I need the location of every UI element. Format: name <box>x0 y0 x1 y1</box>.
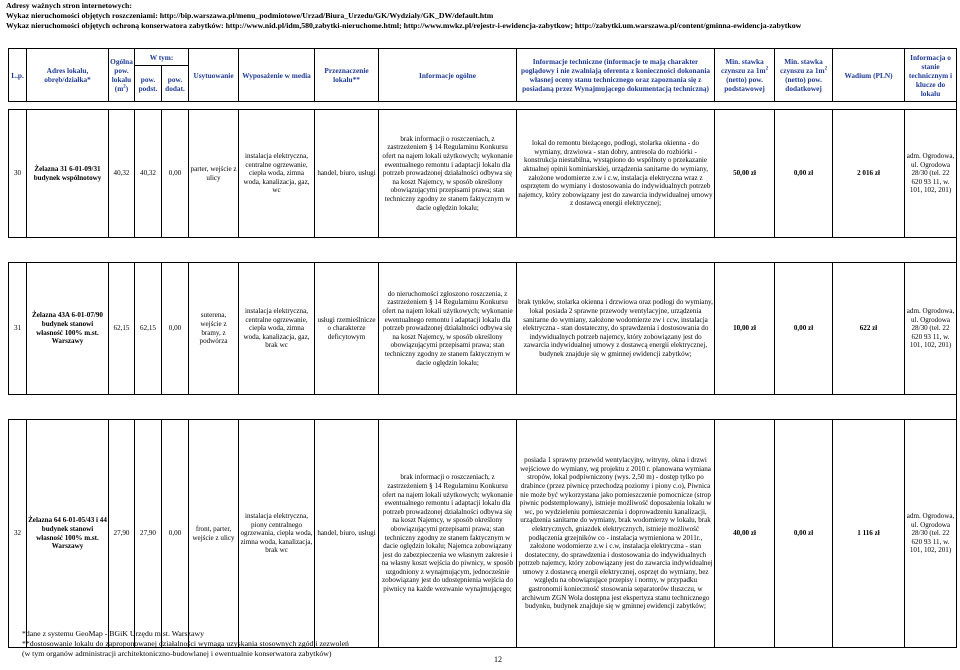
row-info-techniczne: lokal do remontu bieżącego, podłogi, stolarka okienna - do wymiany, drzwiowa - stan dobry, antresola do rozbiórki - konstrukcja niestabilna, wystąpiono do wspólnoty o przekazanie aktualnej opinii kominiarskiej, urządzenia sanitarne do wymiany, założone wodomierze z.w i c.w, instalacja elektryczna wraz z osprzętem do wymiany i dostosowania do indywidualnych potrzeb najemcy, który zobowiązany jest do zawarcia indywidualnej umowy z dostawcą energii elektrycznej; <box>517 110 715 238</box>
row-lp: 31 <box>9 263 27 395</box>
row-adres: Żelazna 43A 6-01-07/90 budynek stanowi własność 100% m.st. Warszawy <box>27 263 109 395</box>
row-info-stan: adm. Ogrodowa, ul. Ogrodowa 28/30 (tel. 22 620 93 11, w. 101, 102, 201) <box>905 263 957 395</box>
row-przeznaczenie: usługi rzemieślnicze o charakterze deficytowym <box>315 263 379 395</box>
footnote-3: (w tym organów administracji architektoniczno-budowlanej i ewentualnie konserwatora zabytków) <box>22 649 332 658</box>
document-header <box>6 1 954 32</box>
row-wyposazenie: instalacja elektryczna, centralne ogrzewanie, ciepła woda, zimna woda, kanalizacja, gaz, brak wc <box>239 263 315 395</box>
row-adres: Żelazna 64 6-01-05/43 i 44 budynek stanowi własność 100% m.st. Warszawy <box>27 420 109 648</box>
row-info-techniczne: posiada 1 sprawny przewód wentylacyjny, witryny, okna i drzwi wejściowe do wymiany, wg projektu z 2010 r. planowana wymiana stropów, lokal podpiwniczony (wys. 2,50 m) - dostęp tylko po drabince (przez piwnicę przechodzą poziomy i piony c.o), Piwnica nie może być wykorzystana jako pomieszczenie pomocnicze (strop piwnic podstemplowany), istnieje możliwość doposażenia lokalu w wc, po wydzieleniu pomieszczenia i doprowadzeniu kanalizacji, urządzenia sanitarne do wymiany, brak wodomierzy w lokalu, brak elektrycznych, gniazdek elektrycznych, istnieje możliwość podłączenia grzejników co - instalacja wymieniona w 2011r., założone wodomierze z.w i c.w, instalacja elektryczna - stan dostateczny, do sprawdzenia i dostosowania do indywidualnych potrzeb najemcy, który zobowiązany jest do zawarcia indywidualnej umowy z dostawcą energii elektrycznej, osprzęt do wymiany, bez względu na obowiązujące przepisy i normy, w przypadku gastronomii konieczność stosowania separatorów tłuszczu, w archiwum ZGN Wola dostępna jest ekspertyza stanu technicznego budynku, budynek znajduje się w gminnej ewidencji zabytków; <box>517 420 715 648</box>
table-row <box>9 420 957 648</box>
row-ogolna: 27,90 <box>109 420 135 648</box>
table-row <box>9 110 957 238</box>
row-wyposazenie: instalacja elektryczna, piony centralnego ogrzewania, ciepła woda, zimna woda, kanalizacja, brak wc <box>239 420 315 648</box>
footnote-2: **dostosowanie lokalu do zaproponowanej działalności wymaga uzyskania stosownych zgód i zezwoleń <box>22 639 349 648</box>
row-wyposazenie: instalacja elektryczna, centralne ogrzewanie, ciepła woda, zimna woda, kanalizacja, gaz, wc <box>239 110 315 238</box>
row-usytuowanie: parter, wejście z ulicy <box>189 110 239 238</box>
row-pow-dodat: 0,00 <box>162 263 189 395</box>
footnote-1: *dane z systemu GeoMap - BGiK Urzędu m.st. Warszawy <box>22 629 204 638</box>
row-pow-podst: 27,90 <box>135 420 162 648</box>
row-info-ogolne: brak informacji o roszczeniach, z zastrzeżeniem § 14 Regulaminu Konkursu ofert na najem lokali użytkowych; wykonanie ewentualnego remontu i adaptacji lokalu dla potrzeb prowadzonej działalności odbywa się na koszt Najemcy, w sposób określony obowiązującymi przepisami prawa; stan techniczny zgodny ze stanem faktycznym w dacie oględzin lokalu; <box>379 110 517 238</box>
row-adres: Żelazna 31 6-01-09/31 budynek wspólnotowy <box>27 110 109 238</box>
row-przeznaczenie: handel, biuro, usługi <box>315 420 379 648</box>
header-title: Adresy ważnych stron internetowych: <box>6 1 132 10</box>
col-wyposazenie: Wyposażenie w media <box>239 49 315 102</box>
col-ogolna: Ogólna pow. lokalu $(m^2)$ <box>109 49 135 102</box>
row-usytuowanie: front, parter, wejście z ulicy <box>189 420 239 648</box>
row-stawka-podst: 40,00 zł <box>715 420 775 648</box>
col-pow-podst: pow. podst. <box>135 66 162 102</box>
col-lp: L.p. <box>9 49 27 102</box>
header-link-zabytki[interactable]: Wykaz nieruchomości objętych ochroną konserwatora zabytków: http://www.nid.pl/idm,580,zabytki-nieruchome.html; http://www.mwkz.pl/rejestr-i-ewidencja-zabytkow; http://zabytki.um.warszawa.pl/content/gminna-ewidencja-zabytkow <box>6 21 802 31</box>
listing-table-wrap <box>8 48 956 648</box>
col-usytuowanie: Usytuowanie <box>189 49 239 102</box>
col-stawka-podst: Min. stawka czynszu za $1m^2$ (netto) pow. podstawowej <box>715 49 775 102</box>
row-stawka-podst: 10,00 zł <box>715 263 775 395</box>
row-pow-podst: 40,32 <box>135 110 162 238</box>
row-stawka-dodat: 0,00 zł <box>775 110 833 238</box>
col-pow-dodat: pow. dodat. <box>162 66 189 102</box>
col-info-techniczne: Informacje techniczne (informacje te mają charakter poglądowy i nie zwalniają oferenta z konieczności dokonania własnej oceny stanu technicznego oraz zapoznania się z posiadaną przez Wynajmującego dokumentacją techniczną) <box>517 49 715 102</box>
page-number: 12 <box>494 655 502 664</box>
row-wadium: 622 zł <box>833 263 905 395</box>
row-info-stan: adm. Ogrodowa, ul. Ogrodowa 28/30 (tel. 22 620 93 11, w. 101, 102, 201) <box>905 110 957 238</box>
col-info-ogolne: Informacje ogólne <box>379 49 517 102</box>
col-w-tym: W tym: <box>135 49 189 66</box>
row-pow-dodat: 0,00 <box>162 420 189 648</box>
row-wadium: 1 116 zł <box>833 420 905 648</box>
row-pow-podst: 62,15 <box>135 263 162 395</box>
col-adres: Adres lokalu, obręb/działka* <box>27 49 109 102</box>
row-wadium: 2 016 zł <box>833 110 905 238</box>
row-pow-dodat: 0,00 <box>162 110 189 238</box>
col-stawka-dodat: Min. stawka czynszu za $1m^2$ (netto) pow. dodatkowej <box>775 49 833 102</box>
col-przeznaczenie: Przeznaczenie lokalu** <box>315 49 379 102</box>
header-link-roszczenia[interactable]: Wykaz nieruchomości objętych roszczeniami: http://bip.warszawa.pl/menu_podmiotowe/Urzad/Biura_Urzedu/GK/Wydzialy/GK_DW/default.htm <box>6 11 494 21</box>
row-stawka-dodat: 0,00 zł <box>775 263 833 395</box>
row-info-techniczne: brak tynków, stolarka okienna i drzwiowa oraz podłogi do wymiany, lokal posiada 2 sprawne przewody wentylacyjne, urządzenia sanitarne do wymiany, założone wodomierze zw i ccw, instalacja elektryczna - stan dostateczny, do sprawdzenia i dostosowania do indywidualnych potrzeb najemcy, który zobowiązany jest do zawarcia indywidualnej umowy z dostawcą energii elektrycznej, budynek znajduje się w gminnej ewidencji zabytków; <box>517 263 715 395</box>
row-stawka-podst: 50,00 zł <box>715 110 775 238</box>
row-stawka-dodat: 0,00 zł <box>775 420 833 648</box>
listing-table <box>8 48 957 648</box>
row-lp: 32 <box>9 420 27 648</box>
row-info-stan: adm. Ogrodowa, ul. Ogrodowa 28/30 (tel. 22 620 93 11, w. 101, 102, 201) <box>905 420 957 648</box>
row-ogolna: 62,15 <box>109 263 135 395</box>
row-przeznaczenie: handel, biuro, usługi <box>315 110 379 238</box>
row-usytuowanie: suterena, wejście z bramy, z podwórza <box>189 263 239 395</box>
row-info-ogolne: brak informacji o roszczeniach, z zastrzeżeniem § 14 Regulaminu Konkursu ofert na najem lokali użytkowych; wykonanie ewentualnego remontu i adaptacji lokalu dla potrzeb prowadzonej działalności odbywa się na koszt Najemcy, w sposób określony obowiązującymi przepisami prawa; stan techniczny zgodny ze stanem faktycznym w dacie oględzin lokalu; Najemca zobowiązany jest do zabezpieczenia we własnym zakresie i na własny koszt wejścia do piwnicy, w sposób uzgodniony z wynajmującym, jednocześnie zobowiązany jest do udostępnienia wejścia do piwnicy na każde wezwanie wynajmującego; <box>379 420 517 648</box>
table-row <box>9 263 957 395</box>
footnotes <box>22 629 922 659</box>
row-ogolna: 40,32 <box>109 110 135 238</box>
row-info-ogolne: do nieruchomości zgłoszono roszczenia, z zastrzeżeniem § 14 Regulaminu Konkursu ofert na najem lokali użytkowych; wykonanie ewentualnego remontu i adaptacji lokalu dla potrzeb prowadzonej działalności odbywa się na koszt Najemcy, w sposób określony obowiązującymi przepisami prawa; stan techniczny zgodny ze stanem faktycznym w dacie oględzin lokalu; <box>379 263 517 395</box>
col-info-stan: Informacja o stanie technicznym i klucze do lokalu <box>905 49 957 102</box>
col-wadium: Wadium (PLN) <box>833 49 905 102</box>
row-lp: 30 <box>9 110 27 238</box>
